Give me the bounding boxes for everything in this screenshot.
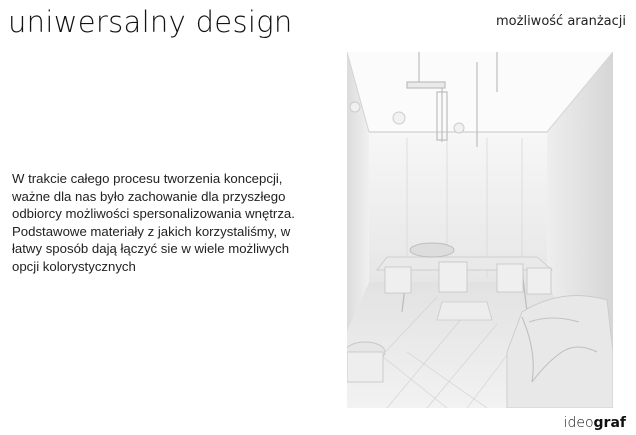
logo-part-light: ideo	[563, 415, 594, 431]
ideograf-logo	[564, 415, 626, 431]
interior-render-image	[347, 52, 613, 408]
description-paragraph: W trakcie całego procesu tworzenia koncepcji, ważne dla nas było zachowanie dla przyszłego odbiorcy możliwości spersonalizowania wnętrza. Podstawowe materiały z jakich korzystaliśmy, w łatwy sposób dają łączyć sie w wiele możliwych opcji kolorystycznych	[12, 171, 295, 274]
page-title: uniwersalny design	[8, 5, 293, 39]
logo-part-bold: graf	[593, 415, 626, 431]
page-subtitle: możliwość aranżacji	[496, 14, 626, 29]
interior-render-drawing	[347, 52, 613, 408]
